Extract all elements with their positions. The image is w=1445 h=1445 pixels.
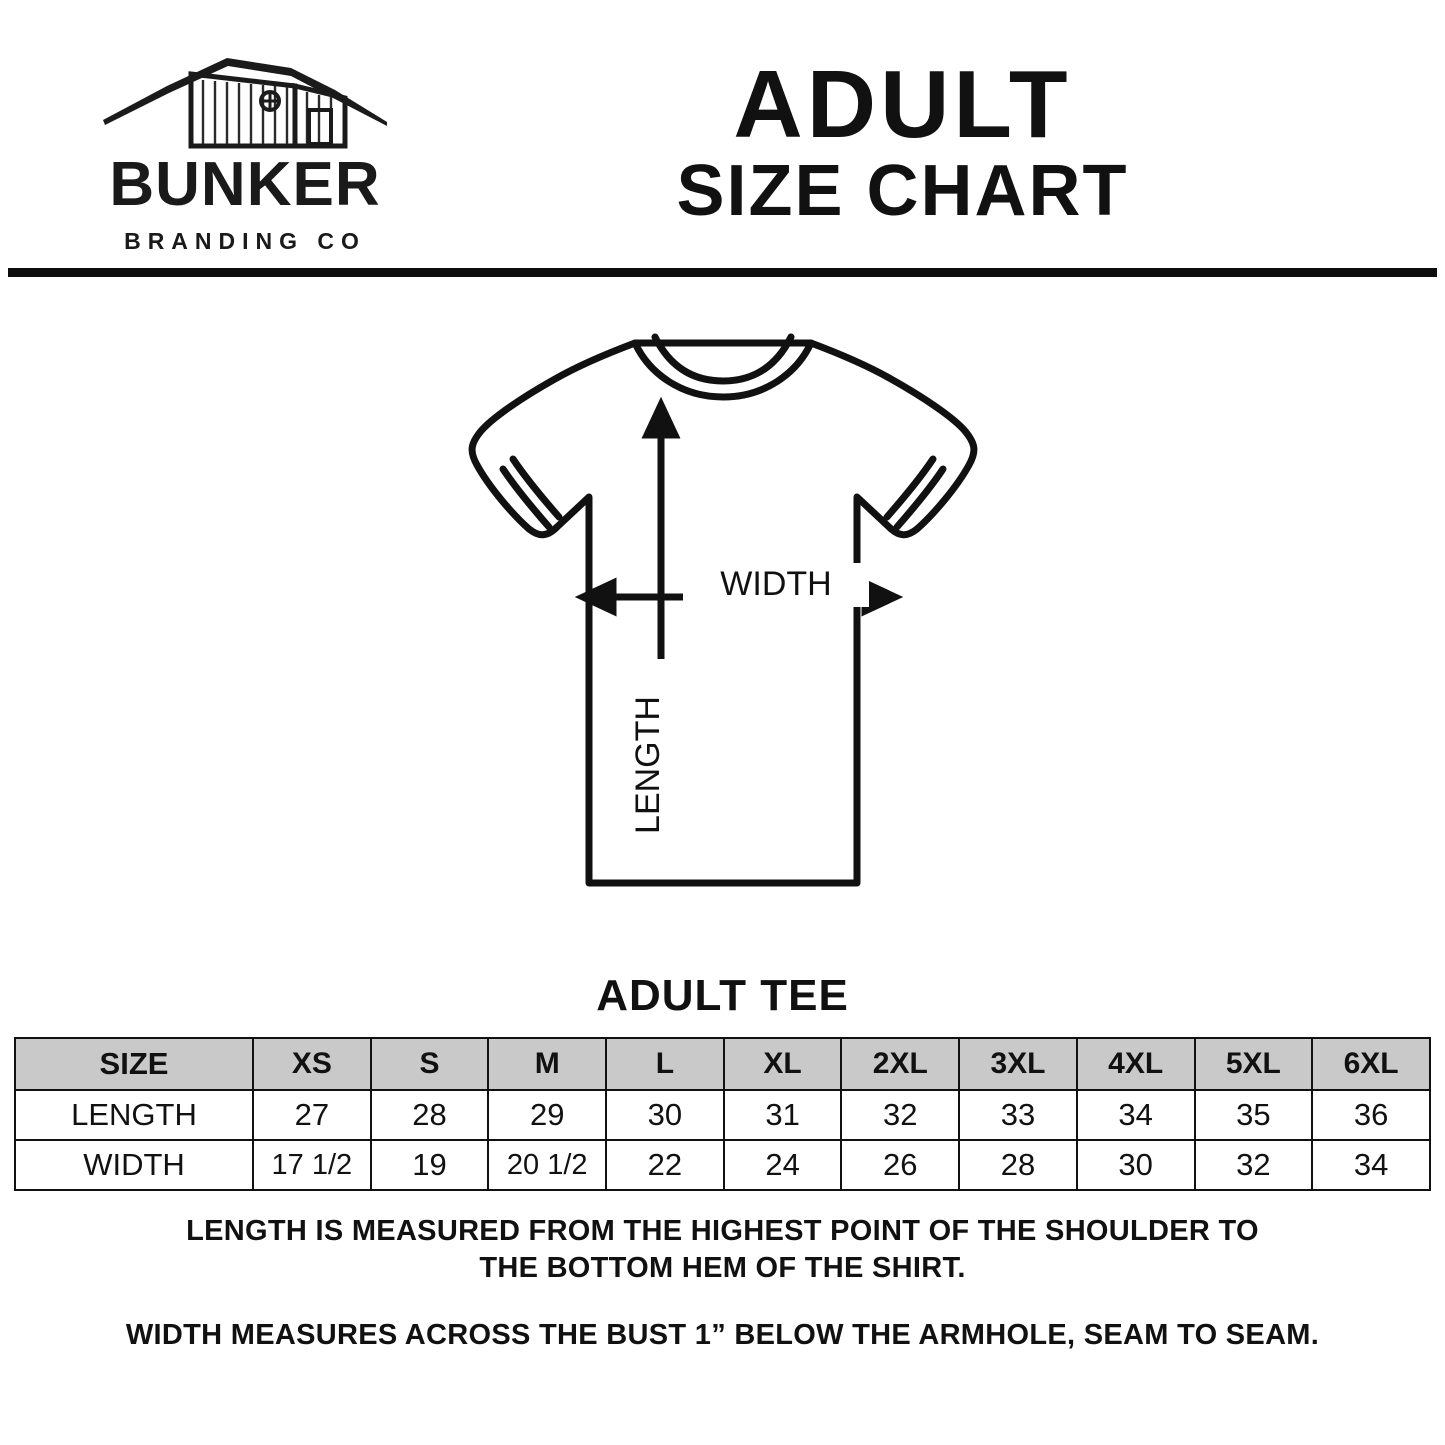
- table-cell: 28: [959, 1140, 1077, 1190]
- table-header-cell: L: [606, 1038, 724, 1090]
- table-header-cell: 5XL: [1195, 1038, 1313, 1090]
- measurement-notes: [0, 1213, 1445, 1354]
- diagram-caption: ADULT TEE: [596, 971, 849, 1020]
- table-cell: 30: [606, 1090, 724, 1140]
- table-cell: 27: [253, 1090, 371, 1140]
- table-header-cell: M: [488, 1038, 606, 1090]
- page-header: [0, 0, 1445, 262]
- table-cell: 24: [724, 1140, 842, 1190]
- header-divider: [8, 268, 1437, 277]
- shirt-diagram: [0, 277, 1445, 977]
- table-row: [15, 1140, 1430, 1190]
- table-cell: 29: [488, 1090, 606, 1140]
- page-title: [460, 51, 1415, 232]
- table-cell: 19: [371, 1140, 489, 1190]
- note-width: WIDTH MEASURES ACROSS THE BUST 1” BELOW THE ARMHOLE, SEAM TO SEAM.: [125, 1319, 1320, 1352]
- table-header-cell: 3XL: [959, 1038, 1077, 1090]
- barn-building-icon: [95, 46, 395, 150]
- table-cell: 32: [841, 1090, 959, 1140]
- table-header-cell: XL: [724, 1038, 842, 1090]
- table-cell: 35: [1195, 1090, 1313, 1140]
- table-header-cell: XS: [253, 1038, 371, 1090]
- table-cell: 30: [1077, 1140, 1195, 1190]
- title-sub: SIZE CHART: [676, 151, 1129, 232]
- tshirt-outline-icon: [373, 301, 1073, 961]
- brand-lockup: [30, 34, 460, 255]
- table-cell: 28: [371, 1090, 489, 1140]
- table-header-cell: SIZE: [15, 1038, 253, 1090]
- width-label: WIDTH: [719, 565, 832, 603]
- note-length-line2: THE BOTTOM HEM OF THE SHIRT.: [479, 1252, 966, 1285]
- table-header-cell: 6XL: [1312, 1038, 1430, 1090]
- size-table-wrap: [0, 1037, 1445, 1191]
- length-label: LENGTH: [628, 696, 667, 834]
- table-cell: 26: [841, 1140, 959, 1190]
- table-cell: 32: [1195, 1140, 1313, 1190]
- size-table: [14, 1037, 1431, 1191]
- table-row: [15, 1090, 1430, 1140]
- table-cell: 34: [1312, 1140, 1430, 1190]
- table-cell: 17 1/2: [253, 1140, 371, 1190]
- title-main: ADULT: [733, 51, 1072, 159]
- note-length-line1: LENGTH IS MEASURED FROM THE HIGHEST POINT OF THE SHOULDER TO: [186, 1215, 1259, 1247]
- table-cell: 33: [959, 1090, 1077, 1140]
- table-header-row: [15, 1038, 1430, 1090]
- table-cell: 36: [1312, 1090, 1430, 1140]
- notes-spacer: [40, 1287, 1405, 1317]
- table-cell: 31: [724, 1090, 842, 1140]
- table-cell: 34: [1077, 1090, 1195, 1140]
- row-label: LENGTH: [15, 1090, 253, 1140]
- table-cell: 22: [606, 1140, 724, 1190]
- table-header-cell: S: [371, 1038, 489, 1090]
- brand-name: BUNKER: [109, 149, 381, 219]
- table-header-cell: 2XL: [841, 1038, 959, 1090]
- table-header-cell: 4XL: [1077, 1038, 1195, 1090]
- table-cell: 20 1/2: [488, 1140, 606, 1190]
- row-label: WIDTH: [15, 1140, 253, 1190]
- brand-tagline: BRANDING CO: [124, 227, 366, 254]
